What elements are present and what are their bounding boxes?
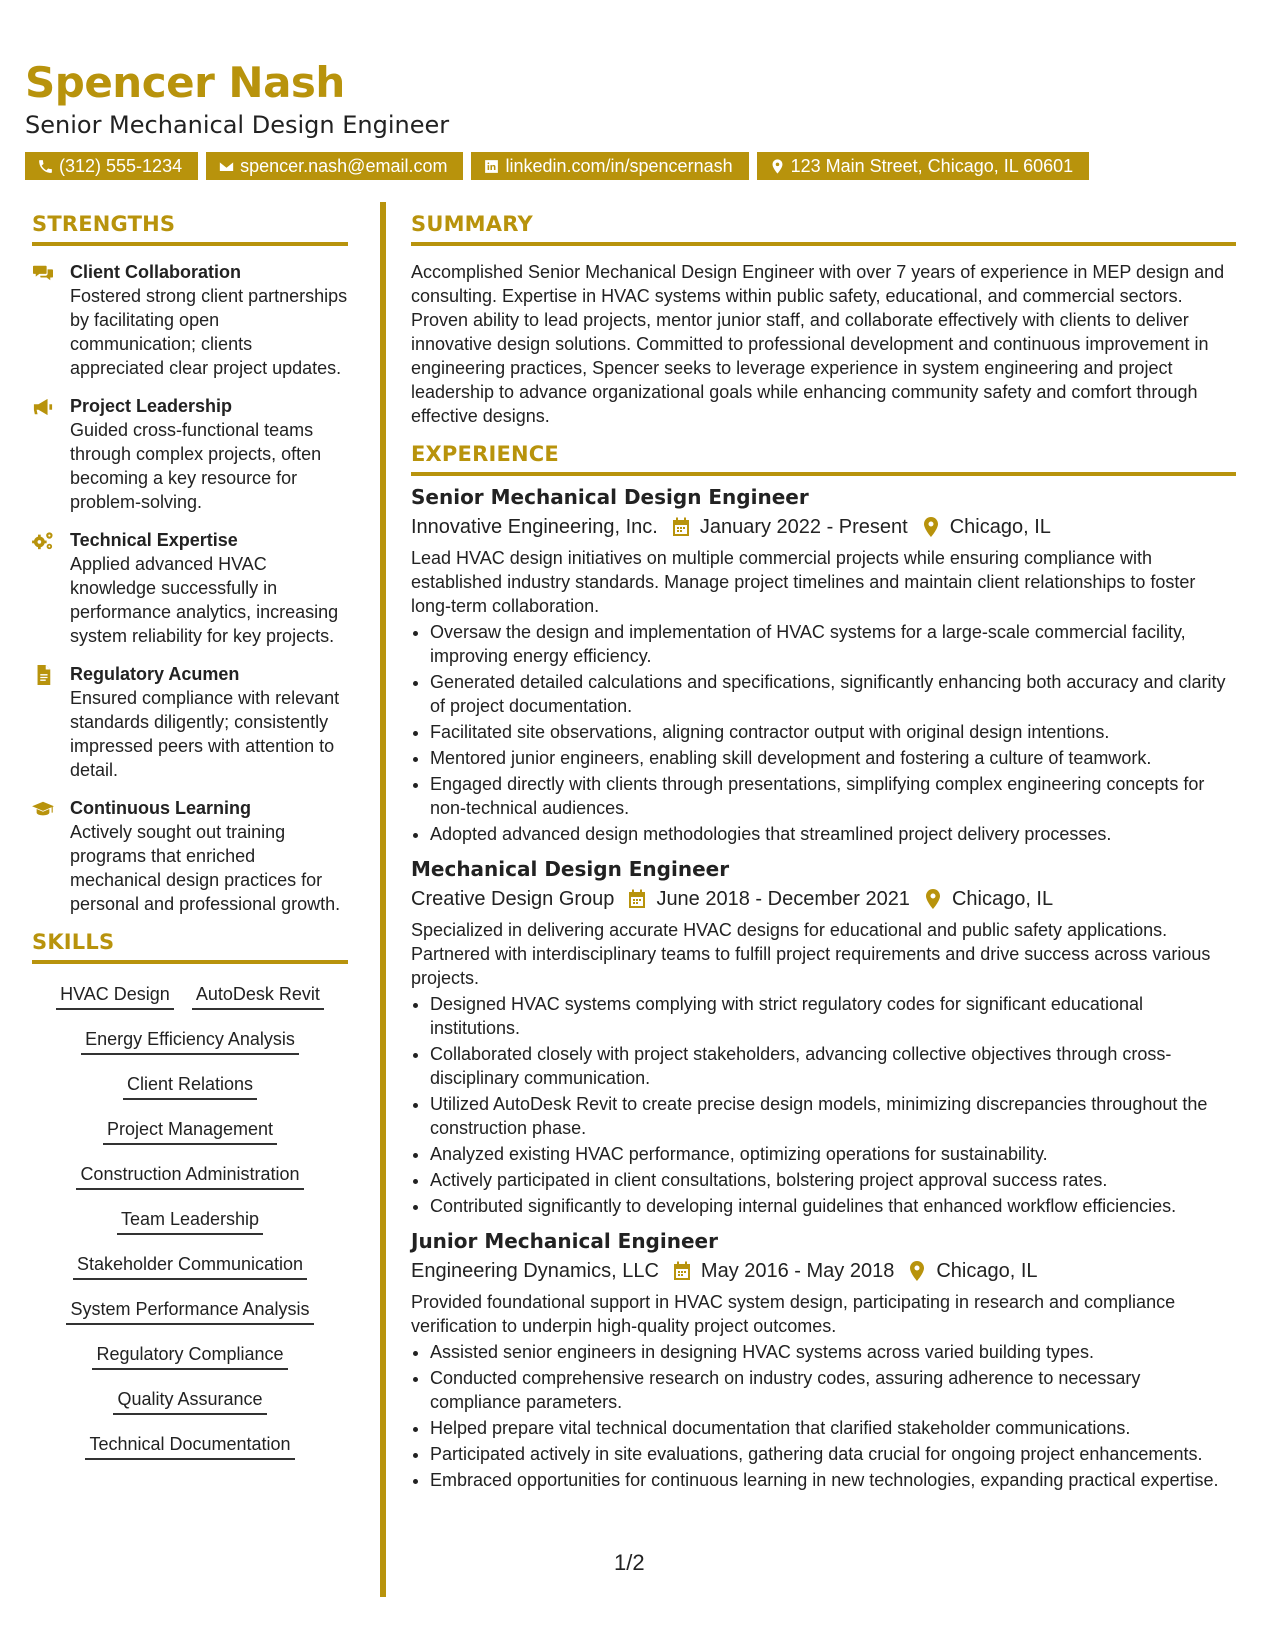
job-meta	[411, 884, 1236, 914]
document-icon	[32, 665, 54, 685]
contact-address-text: 123 Main Street, Chicago, IL 60601	[790, 155, 1074, 176]
map-marker-icon	[922, 517, 940, 537]
comments-icon	[32, 263, 54, 283]
map-marker-icon	[924, 889, 942, 909]
strength-desc: Applied advanced HVAC knowledge successfully in performance analytics, increasing system reliability for key projects.	[70, 554, 339, 646]
job-bullets	[411, 620, 1236, 846]
calendar-icon	[628, 889, 646, 909]
candidate-name: Spencer Nash	[25, 58, 345, 107]
skill-tag: System Performance Analysis	[66, 1297, 313, 1325]
job-title: Senior Mechanical Design Engineer	[411, 485, 809, 509]
job-entry	[411, 1228, 1236, 1492]
contact-phone[interactable]	[25, 152, 198, 180]
megaphone-icon	[32, 397, 54, 417]
job-bullet: • Oversaw the design and implementation of HVAC systems for a large-scale commercial facility, improving energy efficiency.	[430, 620, 1236, 668]
strength-title: Continuous Learning	[70, 798, 251, 818]
job-meta	[411, 1256, 1236, 1286]
experience-heading: EXPERIENCE	[411, 442, 1236, 476]
job-title: Junior Mechanical Engineer	[411, 1229, 718, 1253]
job-location: Chicago, IL	[949, 516, 1051, 538]
contact-bar	[25, 152, 1089, 180]
strength-item	[32, 394, 348, 514]
job-bullet: • Engaged directly with clients through presentations, simplifying complex engineering concepts for non-technical audiences.	[430, 772, 1236, 820]
strengths-heading: STRENGTHS	[32, 212, 348, 246]
job-entry	[411, 484, 1236, 846]
job-meta	[411, 512, 1236, 542]
strength-desc: Ensured compliance with relevant standards diligently; consistently impressed peers with attention to detail.	[70, 688, 340, 780]
strength-desc: Fostered strong client partnerships by facilitating open communication; clients appreciated clear project updates.	[70, 286, 348, 378]
job-desc: Lead HVAC design initiatives on multiple commercial projects while ensuring compliance with established industry standards. Manage project timelines and maintain client relationships to foster long-term collaboration.	[411, 548, 1196, 616]
job-desc: Provided foundational support in HVAC system design, participating in research and compliance verification to underpin high-quality project outcomes.	[411, 1292, 1176, 1336]
job-location: Chicago, IL	[936, 1260, 1038, 1282]
job-title: Mechanical Design Engineer	[411, 857, 730, 881]
skill-tag: Stakeholder Communication	[73, 1252, 307, 1280]
map-marker-icon	[769, 158, 786, 175]
contact-address	[757, 152, 1090, 180]
left-column	[32, 212, 348, 1460]
linkedin-icon	[483, 158, 500, 175]
page-number: 1/2	[614, 1550, 645, 1575]
summary-heading: SUMMARY	[411, 212, 1236, 246]
strength-item	[32, 528, 348, 648]
job-bullet: • Assisted senior engineers in designing HVAC systems across varied building types.	[430, 1340, 1236, 1364]
skill-tag: Technical Documentation	[85, 1432, 294, 1460]
job-bullet: • Collaborated closely with project stakeholders, advancing collective objectives through cross-disciplinary communication.	[430, 1042, 1236, 1090]
job-dates: January 2022 - Present	[699, 516, 908, 538]
skill-tag: Team Leadership	[117, 1207, 263, 1235]
skill-tag: HVAC Design	[56, 982, 174, 1010]
strength-title: Technical Expertise	[70, 530, 238, 550]
skills-heading: SKILLS	[32, 930, 348, 964]
strength-item	[32, 260, 348, 380]
job-bullet: • Contributed significantly to developing internal guidelines that enhanced workflow efficiencies.	[430, 1194, 1236, 1218]
job-bullet: • Embraced opportunities for continuous learning in new technologies, expanding practical expertise.	[430, 1468, 1236, 1492]
envelope-icon	[218, 158, 235, 175]
right-column	[411, 212, 1236, 1502]
job-bullets	[411, 992, 1236, 1218]
skill-tag: Quality Assurance	[113, 1387, 266, 1415]
job-desc: Specialized in delivering accurate HVAC designs for educational and public safety applications. Partnered with interdisciplinary teams to fulfill project requirements and drive success across various projects.	[411, 920, 1211, 988]
map-marker-icon	[908, 1261, 926, 1281]
phone-icon	[37, 158, 54, 175]
skill-tag: Construction Administration	[76, 1162, 303, 1190]
job-company: Creative Design Group	[411, 888, 615, 910]
job-bullet: • Generated detailed calculations and specifications, significantly enhancing both accuracy and clarity of project documentation.	[430, 670, 1236, 718]
summary-text: Accomplished Senior Mechanical Design Engineer with over 7 years of experience in MEP design and consulting. Expertise in HVAC systems within public safety, educational, and commercial sectors. Proven ability to lead projects, mentor junior staff, and collaborate effectively with clients to deliver innovative design solutions. Committed to professional development and continuous improvement in engineering practices, Spencer seeks to leverage experience in system engineering and project leadership to advance organizational goals while enhancing community safety and comfort through effective designs.	[411, 262, 1225, 426]
graduation-cap-icon	[32, 799, 54, 819]
skill-tag: Energy Efficiency Analysis	[81, 1027, 299, 1055]
skill-tag: AutoDesk Revit	[192, 982, 324, 1010]
job-bullet: • Helped prepare vital technical documentation that clarified stakeholder communications.	[430, 1416, 1236, 1440]
contact-email-text: spencer.nash@email.com	[240, 155, 448, 176]
calendar-icon	[673, 1261, 691, 1281]
job-bullet: • Facilitated site observations, aligning contractor output with original design intentions.	[430, 720, 1236, 744]
skills-list	[32, 980, 348, 1460]
contact-email[interactable]	[206, 152, 463, 180]
skill-tag: Client Relations	[123, 1072, 257, 1100]
job-dates: June 2018 - December 2021	[656, 888, 910, 910]
job-bullet: • Analyzed existing HVAC performance, optimizing operations for sustainability.	[430, 1142, 1236, 1166]
job-bullet: • Utilized AutoDesk Revit to create precise design models, minimizing discrepancies throughout the construction phase.	[430, 1092, 1236, 1140]
job-company: Innovative Engineering, Inc.	[411, 516, 658, 538]
strength-title: Regulatory Acumen	[70, 664, 240, 684]
job-bullet: • Mentored junior engineers, enabling skill development and fostering a culture of teamwork.	[430, 746, 1236, 770]
contact-linkedin-text: linkedin.com/in/spencernash	[505, 155, 733, 176]
job-company: Engineering Dynamics, LLC	[411, 1260, 659, 1282]
job-bullets	[411, 1340, 1236, 1492]
job-bullet: • Actively participated in client consultations, bolstering project approval success rates.	[430, 1168, 1236, 1192]
strength-desc: Guided cross-functional teams through complex projects, often becoming a key resource for problem-solving.	[70, 420, 322, 512]
calendar-icon	[672, 517, 690, 537]
strength-desc: Actively sought out training programs that enriched mechanical design practices for personal and professional growth.	[70, 822, 341, 914]
contact-linkedin[interactable]	[471, 152, 748, 180]
job-bullet: • Participated actively in site evaluations, gathering data crucial for ongoing project enhancements.	[430, 1442, 1236, 1466]
strength-item	[32, 796, 348, 916]
skill-tag: Project Management	[103, 1117, 277, 1145]
job-dates: May 2016 - May 2018	[700, 1260, 895, 1282]
contact-phone-text: (312) 555-1234	[59, 155, 183, 176]
job-entry	[411, 856, 1236, 1218]
column-divider	[380, 202, 386, 1597]
job-location: Chicago, IL	[951, 888, 1054, 910]
strength-title: Project Leadership	[70, 396, 233, 416]
job-bullet: • Conducted comprehensive research on industry codes, assuring adherence to necessary compliance parameters.	[430, 1366, 1236, 1414]
strength-title: Client Collaboration	[70, 262, 241, 282]
skill-tag: Regulatory Compliance	[92, 1342, 287, 1370]
strength-item	[32, 662, 348, 782]
cogs-icon	[32, 531, 54, 551]
candidate-headline: Senior Mechanical Design Engineer	[25, 111, 450, 139]
job-bullet: • Adopted advanced design methodologies that streamlined project delivery processes.	[430, 822, 1236, 846]
job-bullet: • Designed HVAC systems complying with strict regulatory codes for significant educational institutions.	[430, 992, 1236, 1040]
